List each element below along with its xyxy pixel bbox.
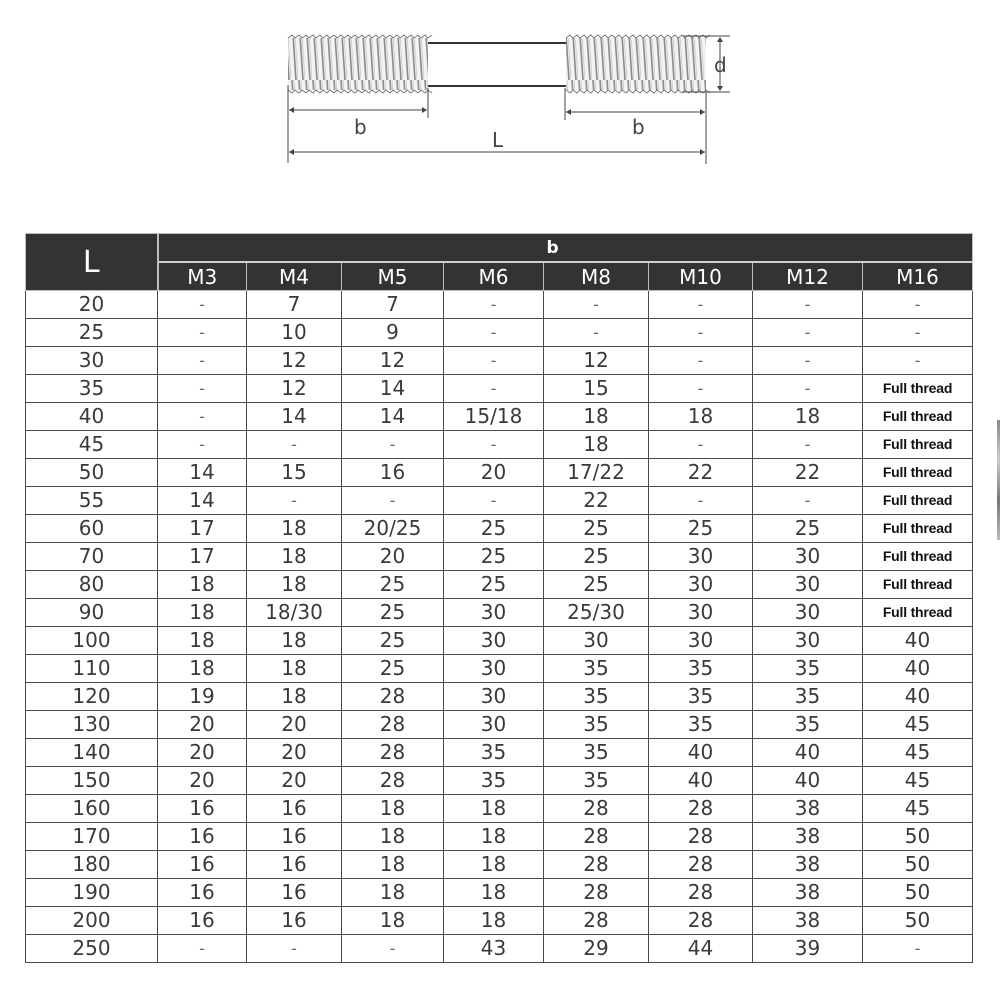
thread-length-cell: - — [342, 935, 444, 963]
thread-length-cell: 16 — [158, 795, 247, 823]
thread-length-cell: 35 — [544, 683, 649, 711]
length-cell: 100 — [26, 627, 158, 655]
thread-length-cell: 20 — [158, 711, 247, 739]
thread-length-cell: Full thread — [863, 543, 973, 571]
thread-length-cell: - — [158, 347, 247, 375]
thread-length-cell: - — [158, 431, 247, 459]
thread-length-cell: 18 — [342, 795, 444, 823]
thread-length-cell: 45 — [863, 711, 973, 739]
thread-length-cell: 16 — [158, 823, 247, 851]
column-header-m12: M12 — [753, 262, 863, 291]
thread-length-cell: 22 — [649, 459, 753, 487]
thread-length-cell: Full thread — [863, 571, 973, 599]
thread-length-cell: - — [753, 319, 863, 347]
thread-length-cell: 40 — [863, 627, 973, 655]
thread-length-cell: 20 — [247, 767, 342, 795]
thread-length-cell: 18 — [342, 851, 444, 879]
thread-length-cell: 20 — [247, 711, 342, 739]
table-row — [26, 431, 973, 459]
thread-length-cell: 14 — [247, 403, 342, 431]
thread-length-cell: 12 — [247, 375, 342, 403]
thread-length-cell: 7 — [247, 291, 342, 319]
thread-length-cell: - — [753, 431, 863, 459]
thread-length-cell: Full thread — [863, 459, 973, 487]
thread-length-cell: 45 — [863, 739, 973, 767]
column-header-m6: M6 — [444, 262, 544, 291]
thread-length-cell: 18 — [444, 879, 544, 907]
shank — [428, 43, 566, 86]
length-cell: 35 — [26, 375, 158, 403]
thread-length-cell: Full thread — [863, 599, 973, 627]
thread-length-cell: 18/30 — [247, 599, 342, 627]
thread-left — [288, 35, 432, 93]
thread-length-cell: 28 — [342, 739, 444, 767]
thread-length-cell: - — [649, 291, 753, 319]
table-row — [26, 683, 973, 711]
thread-length-cell: 40 — [753, 739, 863, 767]
thread-length-cell: - — [444, 291, 544, 319]
thread-length-cell: 28 — [649, 907, 753, 935]
column-header-m16: M16 — [863, 262, 973, 291]
thread-length-cell: 25 — [544, 543, 649, 571]
thread-length-cell: 28 — [342, 711, 444, 739]
thread-length-cell: 28 — [544, 879, 649, 907]
table-body — [26, 291, 973, 963]
thread-length-cell: 14 — [158, 487, 247, 515]
table-row — [26, 291, 973, 319]
thread-length-cell: 19 — [158, 683, 247, 711]
column-header-m10: M10 — [649, 262, 753, 291]
thread-length-cell: Full thread — [863, 431, 973, 459]
thread-length-cell: 9 — [342, 319, 444, 347]
thread-length-cell: 14 — [342, 375, 444, 403]
thread-length-cell: 30 — [649, 627, 753, 655]
thread-length-cell: 25 — [444, 515, 544, 543]
thread-length-cell: 30 — [444, 627, 544, 655]
thread-length-cell: 18 — [753, 403, 863, 431]
label-d: d — [714, 53, 727, 77]
thread-length-cell: 18 — [158, 599, 247, 627]
thread-length-cell: Full thread — [863, 375, 973, 403]
thread-length-cell: - — [753, 375, 863, 403]
thread-length-cell: 15/18 — [444, 403, 544, 431]
thread-length-cell: 28 — [342, 767, 444, 795]
thread-length-cell: 18 — [247, 515, 342, 543]
thread-right — [566, 35, 710, 93]
thread-length-cell: 16 — [342, 459, 444, 487]
column-header-m5: M5 — [342, 262, 444, 291]
dimension-b-right — [565, 88, 706, 164]
thread-length-cell: - — [649, 319, 753, 347]
thread-length-cell: 12 — [544, 347, 649, 375]
thread-length-cell: 15 — [544, 375, 649, 403]
thread-length-cell: 50 — [863, 907, 973, 935]
length-cell: 200 — [26, 907, 158, 935]
thread-length-cell: 28 — [544, 795, 649, 823]
thread-length-cell: 35 — [753, 655, 863, 683]
table-row — [26, 739, 973, 767]
thread-length-cell: 28 — [544, 907, 649, 935]
thread-length-cell: 35 — [649, 711, 753, 739]
length-cell: 160 — [26, 795, 158, 823]
thread-length-cell: - — [649, 431, 753, 459]
thread-length-cell: 35 — [753, 683, 863, 711]
thread-length-cell: 30 — [753, 599, 863, 627]
thread-length-cell: - — [649, 375, 753, 403]
thread-length-cell: 18 — [247, 627, 342, 655]
thread-length-cell: 43 — [444, 935, 544, 963]
thread-length-cell: 16 — [247, 851, 342, 879]
thread-length-cell: 18 — [342, 879, 444, 907]
thread-length-cell: 39 — [753, 935, 863, 963]
thread-length-cell: 25 — [342, 655, 444, 683]
table-row — [26, 319, 973, 347]
thread-length-cell: - — [444, 375, 544, 403]
table-row — [26, 347, 973, 375]
table-row — [26, 515, 973, 543]
thread-length-cell: 30 — [444, 683, 544, 711]
thread-length-cell: 35 — [444, 739, 544, 767]
thread-length-cell: 28 — [342, 683, 444, 711]
thread-length-cell: 50 — [863, 851, 973, 879]
thread-length-cell: 25 — [342, 599, 444, 627]
thread-length-cell: - — [158, 291, 247, 319]
thread-length-cell: Full thread — [863, 403, 973, 431]
length-cell: 25 — [26, 319, 158, 347]
thread-length-cell: - — [247, 487, 342, 515]
thread-length-cell: - — [158, 319, 247, 347]
thread-length-cell: - — [544, 291, 649, 319]
thread-length-cell: 28 — [649, 879, 753, 907]
label-b-right: b — [632, 115, 645, 139]
thread-length-cell: 25 — [649, 515, 753, 543]
thread-length-cell: 20 — [444, 459, 544, 487]
length-cell: 90 — [26, 599, 158, 627]
thread-length-cell: 20 — [158, 767, 247, 795]
table-row — [26, 907, 973, 935]
thread-length-cell: 30 — [753, 571, 863, 599]
thread-length-cell: 30 — [649, 599, 753, 627]
thread-length-cell: 16 — [247, 795, 342, 823]
thread-length-cell: 38 — [753, 907, 863, 935]
thread-length-cell: 35 — [544, 711, 649, 739]
thread-length-cell: 18 — [444, 795, 544, 823]
length-cell: 180 — [26, 851, 158, 879]
thread-length-cell: 12 — [247, 347, 342, 375]
thread-length-cell: 35 — [444, 767, 544, 795]
thread-length-cell: 18 — [342, 907, 444, 935]
thread-length-cell: 30 — [444, 655, 544, 683]
thread-length-cell: 25/30 — [544, 599, 649, 627]
thread-length-cell: 7 — [342, 291, 444, 319]
thread-length-cell: 16 — [158, 851, 247, 879]
table-row — [26, 655, 973, 683]
thread-length-cell: 25 — [444, 571, 544, 599]
table-row — [26, 879, 973, 907]
thread-length-cell: 20/25 — [342, 515, 444, 543]
thread-length-cell: - — [444, 487, 544, 515]
thread-length-cell: 18 — [444, 907, 544, 935]
thread-length-cell: 28 — [649, 795, 753, 823]
thread-length-cell: 17 — [158, 543, 247, 571]
length-cell: 250 — [26, 935, 158, 963]
table-row — [26, 571, 973, 599]
thread-length-cell: 25 — [342, 571, 444, 599]
thread-length-cell: 18 — [247, 543, 342, 571]
stud-length-table — [25, 233, 973, 963]
thread-length-cell: 40 — [753, 767, 863, 795]
thread-length-cell: 20 — [342, 543, 444, 571]
thread-length-cell: 35 — [544, 655, 649, 683]
length-cell: 150 — [26, 767, 158, 795]
stud-bolt-diagram — [270, 20, 740, 170]
length-cell: 30 — [26, 347, 158, 375]
thread-length-cell: 35 — [649, 655, 753, 683]
table-row — [26, 711, 973, 739]
table-row — [26, 403, 973, 431]
column-header-m3: M3 — [158, 262, 247, 291]
thread-length-cell: - — [544, 319, 649, 347]
thread-length-cell: 18 — [158, 627, 247, 655]
length-cell: 110 — [26, 655, 158, 683]
thread-length-cell: 28 — [544, 823, 649, 851]
thread-length-cell: 30 — [444, 599, 544, 627]
thread-length-cell: Full thread — [863, 515, 973, 543]
thread-length-cell: 18 — [544, 403, 649, 431]
thread-length-cell: 20 — [158, 739, 247, 767]
column-header-L: L — [26, 234, 158, 291]
thread-length-cell: - — [753, 487, 863, 515]
thread-length-cell: 25 — [753, 515, 863, 543]
thread-length-cell: - — [444, 431, 544, 459]
label-L: L — [492, 128, 504, 152]
label-b-left: b — [354, 115, 367, 139]
thread-length-cell: 18 — [544, 431, 649, 459]
table-row — [26, 543, 973, 571]
thread-length-cell: - — [649, 487, 753, 515]
thread-length-cell: 45 — [863, 767, 973, 795]
table-row — [26, 599, 973, 627]
thread-length-cell: 25 — [342, 627, 444, 655]
thread-length-cell: 40 — [649, 767, 753, 795]
thread-length-cell: - — [342, 431, 444, 459]
table-row — [26, 823, 973, 851]
thread-length-cell: 25 — [544, 571, 649, 599]
thread-length-cell: - — [247, 431, 342, 459]
thread-length-cell: - — [158, 935, 247, 963]
thread-length-cell: 38 — [753, 823, 863, 851]
thread-length-cell: 29 — [544, 935, 649, 963]
thread-length-cell: 30 — [753, 543, 863, 571]
thread-length-cell: 30 — [649, 543, 753, 571]
thread-length-cell: 18 — [158, 571, 247, 599]
thread-length-cell: - — [247, 935, 342, 963]
length-cell: 120 — [26, 683, 158, 711]
thread-length-cell: - — [444, 319, 544, 347]
column-header-m4: M4 — [247, 262, 342, 291]
thread-length-cell: 22 — [544, 487, 649, 515]
table-row — [26, 459, 973, 487]
dimension-b-left — [288, 85, 428, 163]
length-cell: 45 — [26, 431, 158, 459]
thread-length-cell: 38 — [753, 879, 863, 907]
thread-length-cell: 20 — [247, 739, 342, 767]
thread-length-cell: 30 — [444, 711, 544, 739]
thread-length-cell: - — [753, 291, 863, 319]
table-row — [26, 795, 973, 823]
thread-length-cell: 28 — [544, 851, 649, 879]
thread-length-cell: 38 — [753, 795, 863, 823]
thread-length-cell: 35 — [649, 683, 753, 711]
table-row — [26, 935, 973, 963]
thread-length-cell: Full thread — [863, 487, 973, 515]
table-row — [26, 851, 973, 879]
thread-length-cell: - — [863, 319, 973, 347]
thread-length-cell: - — [342, 487, 444, 515]
thread-length-cell: 30 — [544, 627, 649, 655]
length-cell: 60 — [26, 515, 158, 543]
table-row — [26, 767, 973, 795]
thread-length-cell: - — [158, 403, 247, 431]
thread-length-cell: 35 — [753, 711, 863, 739]
thread-length-cell: 45 — [863, 795, 973, 823]
length-cell: 70 — [26, 543, 158, 571]
length-cell: 40 — [26, 403, 158, 431]
thread-length-cell: 16 — [158, 879, 247, 907]
thread-length-cell: 10 — [247, 319, 342, 347]
thread-length-cell: 44 — [649, 935, 753, 963]
header-row-group — [26, 234, 973, 263]
thread-length-cell: 38 — [753, 851, 863, 879]
thread-length-cell: 18 — [247, 571, 342, 599]
thread-length-cell: 16 — [247, 907, 342, 935]
thread-length-cell: 18 — [444, 823, 544, 851]
table-row — [26, 627, 973, 655]
length-cell: 20 — [26, 291, 158, 319]
length-cell: 80 — [26, 571, 158, 599]
thread-length-cell: 17/22 — [544, 459, 649, 487]
header-row-sizes — [26, 262, 973, 291]
thread-length-cell: 18 — [342, 823, 444, 851]
thread-length-cell: 30 — [753, 627, 863, 655]
thread-length-cell: 28 — [649, 851, 753, 879]
length-cell: 130 — [26, 711, 158, 739]
thread-length-cell: 18 — [158, 655, 247, 683]
length-cell: 50 — [26, 459, 158, 487]
thread-length-cell: 18 — [444, 851, 544, 879]
thread-length-cell: 35 — [544, 767, 649, 795]
thread-length-cell: 18 — [649, 403, 753, 431]
thread-length-cell: - — [863, 291, 973, 319]
thread-length-cell: 16 — [247, 879, 342, 907]
length-cell: 190 — [26, 879, 158, 907]
thread-length-cell: 18 — [247, 655, 342, 683]
thread-length-cell: - — [753, 347, 863, 375]
table-row — [26, 487, 973, 515]
thread-length-cell: 18 — [247, 683, 342, 711]
thread-length-cell: 15 — [247, 459, 342, 487]
column-header-m8: M8 — [544, 262, 649, 291]
thread-length-cell: 35 — [544, 739, 649, 767]
thread-length-cell: 14 — [342, 403, 444, 431]
thread-length-cell: - — [158, 375, 247, 403]
thread-length-cell: - — [863, 935, 973, 963]
table-row — [26, 375, 973, 403]
thread-length-cell: 14 — [158, 459, 247, 487]
column-group-b: b — [158, 234, 973, 263]
thread-length-cell: 40 — [863, 683, 973, 711]
thread-length-cell: 30 — [649, 571, 753, 599]
length-cell: 140 — [26, 739, 158, 767]
thread-length-cell: 40 — [863, 655, 973, 683]
thread-length-cell: 28 — [649, 823, 753, 851]
thread-length-cell: 40 — [649, 739, 753, 767]
thread-length-cell: 50 — [863, 823, 973, 851]
thread-length-cell: 22 — [753, 459, 863, 487]
length-cell: 170 — [26, 823, 158, 851]
thread-length-cell: - — [444, 347, 544, 375]
thread-length-cell: 25 — [544, 515, 649, 543]
thread-length-cell: 50 — [863, 879, 973, 907]
thread-length-cell: 25 — [444, 543, 544, 571]
thread-length-cell: - — [863, 347, 973, 375]
thread-length-cell: 16 — [247, 823, 342, 851]
length-cell: 55 — [26, 487, 158, 515]
thread-length-cell: - — [649, 347, 753, 375]
thread-length-cell: 16 — [158, 907, 247, 935]
thread-length-cell: 17 — [158, 515, 247, 543]
thread-length-cell: 12 — [342, 347, 444, 375]
